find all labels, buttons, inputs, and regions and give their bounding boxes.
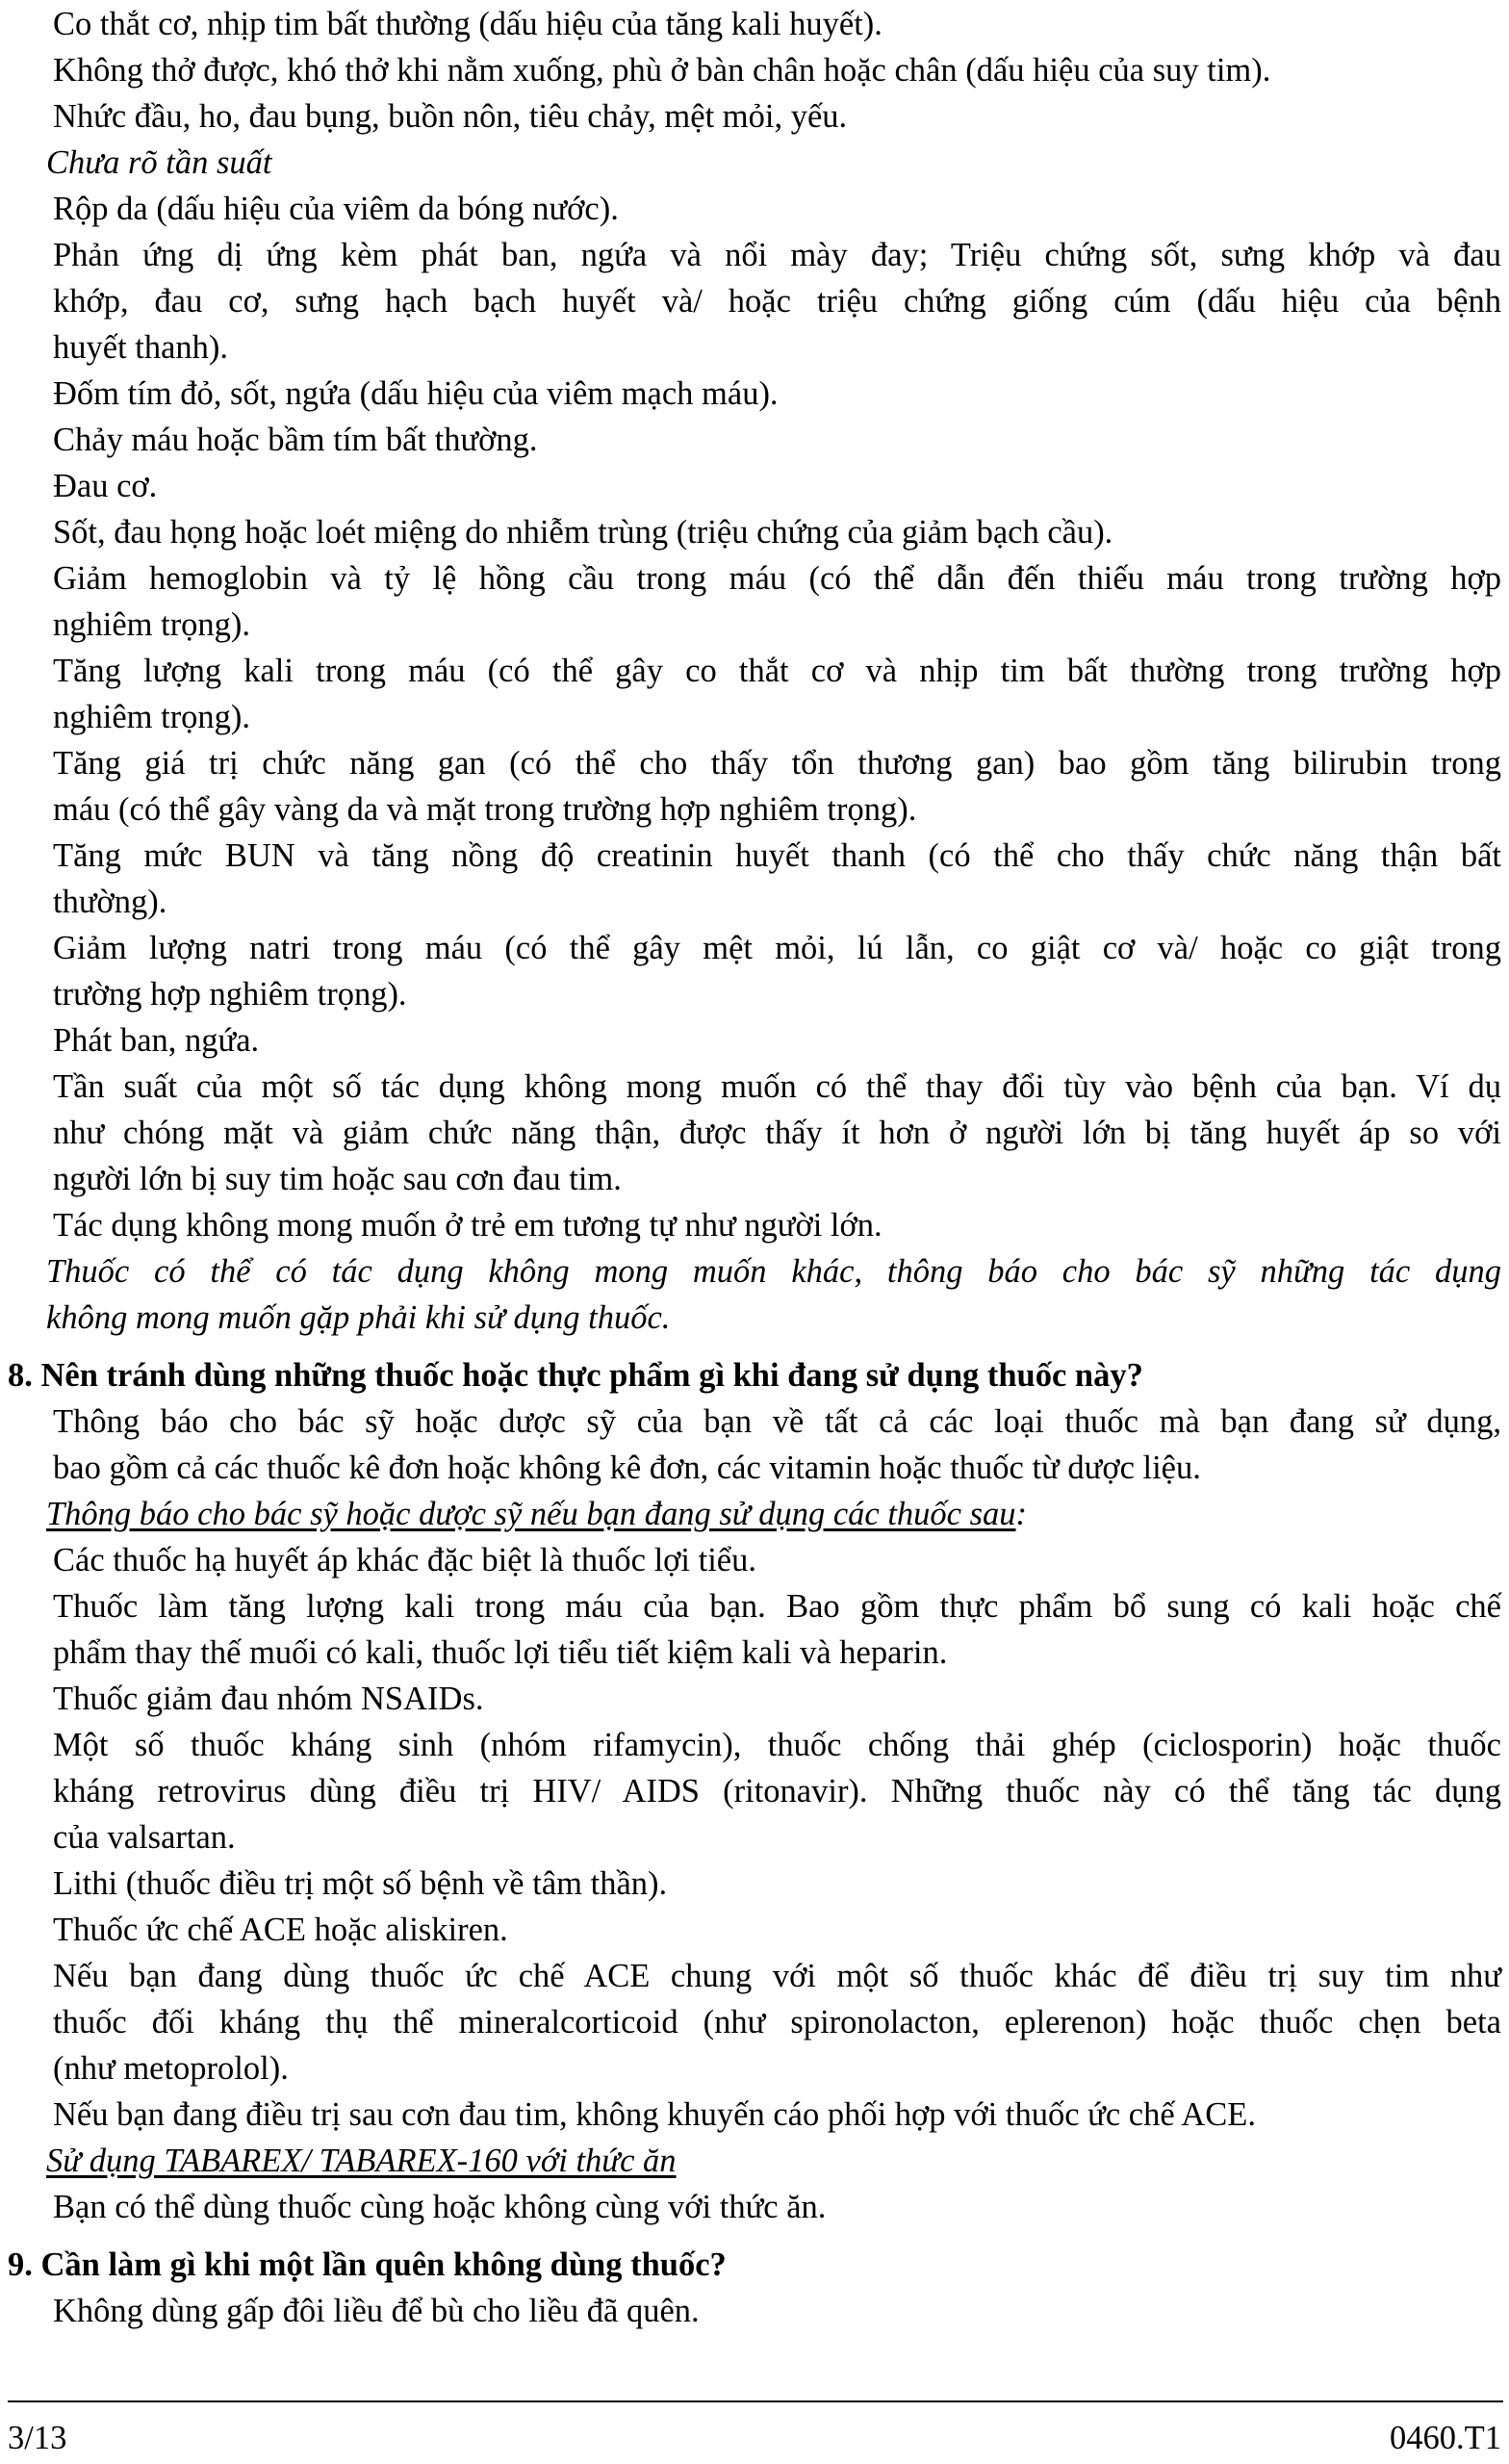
side-effect-line: Tăng giá trị chức năng gan (có thể cho thấy tổn thương gan) bao gồm tăng bilirubin trong (53, 745, 1501, 782)
side-effect-line: Co thắt cơ, nhịp tim bất thường (dấu hiệu của tăng kali huyết). (53, 6, 882, 42)
drug-line: Nếu bạn đang điều trị sau cơn đau tim, không khuyến cáo phối hợp với thuốc ức chế ACE. (53, 2096, 1257, 2133)
page-number: 3/13 (8, 2420, 67, 2456)
section-8-intro: bao gồm cả các thuốc kê đơn hoặc không kê đơn, các vitamin hoặc thuốc từ dược liệu. (53, 1450, 1201, 1486)
side-effect-line: Rộp da (dấu hiệu của viêm da bóng nước). (53, 191, 619, 227)
side-effect-line: Nhức đầu, ho, đau bụng, buồn nôn, tiêu chảy, mệt mỏi, yếu. (53, 98, 848, 135)
side-effect-line: Tăng mức BUN và tăng nồng độ creatinin huyết thanh (có thể cho thấy chức năng thận bất (53, 837, 1501, 874)
side-effect-line: Sốt, đau họng hoặc loét miệng do nhiễm trùng (triệu chứng của giảm bạch cầu). (53, 514, 1113, 551)
side-effect-line: Giảm lượng natri trong máu (có thể gây mệt mỏi, lú lẫn, co giật cơ và/ hoặc co giật trong (53, 930, 1501, 966)
side-effect-line: Phản ứng dị ứng kèm phát ban, ngứa và nổi mày đay; Triệu chứng sốt, sưng khớp và đau (53, 237, 1501, 273)
side-effect-line: trường hợp nghiêm trọng). (53, 976, 407, 1013)
side-effect-line: thường). (53, 884, 167, 920)
side-effect-line: huyết thanh). (53, 329, 229, 366)
document-code: 0460.T1 (1390, 2420, 1501, 2456)
drug-line: Nếu bạn đang dùng thuốc ức chế ACE chung với một số thuốc khác để điều trị suy tim như (53, 1958, 1501, 1994)
drug-line: của valsartan. (53, 1819, 236, 1856)
side-effect-line: Phát ban, ngứa. (53, 1022, 260, 1059)
side-effect-line: Đau cơ. (53, 468, 158, 504)
side-effect-line: khớp, đau cơ, sưng hạch bạch huyết và/ hoặc triệu chứng giống cúm (dấu hiệu của bệnh (53, 283, 1501, 320)
section-8-subheading (46, 1492, 1027, 1537)
side-effect-line: Không thở được, khó thở khi nằm xuống, phù ở bàn chân hoặc chân (dấu hiệu của suy tim). (53, 52, 1271, 89)
subheading-colon: : (1015, 1496, 1028, 1532)
drug-line: Một số thuốc kháng sinh (nhóm rifamycin), thuốc chống thải ghép (ciclosporin) hoặc thuốc (53, 1727, 1501, 1763)
drug-line: Lithi (thuốc điều trị một số bệnh về tâm thần). (53, 1865, 668, 1902)
italic-note: không mong muốn gặp phải khi sử dụng thuốc. (46, 1299, 671, 1336)
drug-line: thuốc đối kháng thụ thể mineralcorticoid (như spironolacton, eplerenon) hoặc thuốc chẹn beta (53, 2004, 1501, 2040)
side-effect-line: người lớn bị suy tim hoặc sau cơn đau tim. (53, 1161, 622, 1197)
drug-line: (như metoprolol). (53, 2050, 289, 2087)
side-effect-line: nghiêm trọng). (53, 606, 251, 643)
side-effect-line: Tần suất của một số tác dụng không mong muốn có thể thay đổi tùy vào bệnh của bạn. Ví dụ (53, 1068, 1501, 1105)
footer-rule (8, 2400, 1503, 2402)
food-text: Bạn có thể dùng thuốc cùng hoặc không cùng với thức ăn. (53, 2189, 827, 2225)
side-effect-line: Chảy máu hoặc bầm tím bất thường. (53, 422, 538, 458)
subheading-text: Thông báo cho bác sỹ hoặc dược sỹ nếu bạn đang sử dụng các thuốc sau (46, 1496, 1016, 1532)
side-effect-line: như chóng mặt và giảm chức năng thận, được thấy ít hơn ở người lớn bị tăng huyết áp so với (53, 1115, 1501, 1151)
side-effect-line: máu (có thể gây vàng da và mặt trong trường hợp nghiêm trọng). (53, 791, 917, 828)
side-effect-line: Giảm hemoglobin và tỷ lệ hồng cầu trong máu (có thể dẫn đến thiếu máu trong trường hợp (53, 560, 1501, 597)
side-effect-line: Tác dụng không mong muốn ở trẻ em tương tự như người lớn. (53, 1207, 882, 1244)
drug-line: Thuốc ức chế ACE hoặc aliskiren. (53, 1912, 508, 1948)
drug-line: Thuốc làm tăng lượng kali trong máu của bạn. Bao gồm thực phẩm bổ sung có kali hoặc chế (53, 1588, 1501, 1625)
italic-note: Thuốc có thể có tác dụng không mong muốn khác, thông báo cho bác sỹ những tác dụng (46, 1253, 1501, 1290)
section-9-heading: 9. Cần làm gì khi một lần quên không dùng thuốc? (8, 2246, 727, 2283)
section-9-text: Không dùng gấp đôi liều để bù cho liều đã quên. (53, 2293, 700, 2329)
drug-line: Thuốc giảm đau nhóm NSAIDs. (53, 1681, 484, 1717)
frequency-heading: Chưa rõ tần suất (46, 144, 272, 181)
section-8-intro: Thông báo cho bác sỹ hoặc dược sỹ của bạn về tất cả các loại thuốc mà bạn đang sử dụng, (53, 1403, 1501, 1440)
drug-line: kháng retrovirus dùng điều trị HIV/ AIDS (ritonavir). Những thuốc này có thể tăng tác dụng (53, 1773, 1501, 1810)
food-subheading: Sử dụng TABAREX/ TABAREX-160 với thức ăn (46, 2143, 677, 2179)
section-8-heading: 8. Nên tránh dùng những thuốc hoặc thực phẩm gì khi đang sử dụng thuốc này? (8, 1357, 1143, 1394)
side-effect-line: Tăng lượng kali trong máu (có thể gây co thắt cơ và nhịp tim bất thường trong trường hợp (53, 653, 1501, 689)
side-effect-line: Đốm tím đỏ, sốt, ngứa (dấu hiệu của viêm mạch máu). (53, 375, 779, 412)
side-effect-line: nghiêm trọng). (53, 699, 251, 735)
drug-line: Các thuốc hạ huyết áp khác đặc biệt là thuốc lợi tiểu. (53, 1542, 756, 1578)
drug-line: phẩm thay thế muối có kali, thuốc lợi tiểu tiết kiệm kali và heparin. (53, 1634, 948, 1671)
